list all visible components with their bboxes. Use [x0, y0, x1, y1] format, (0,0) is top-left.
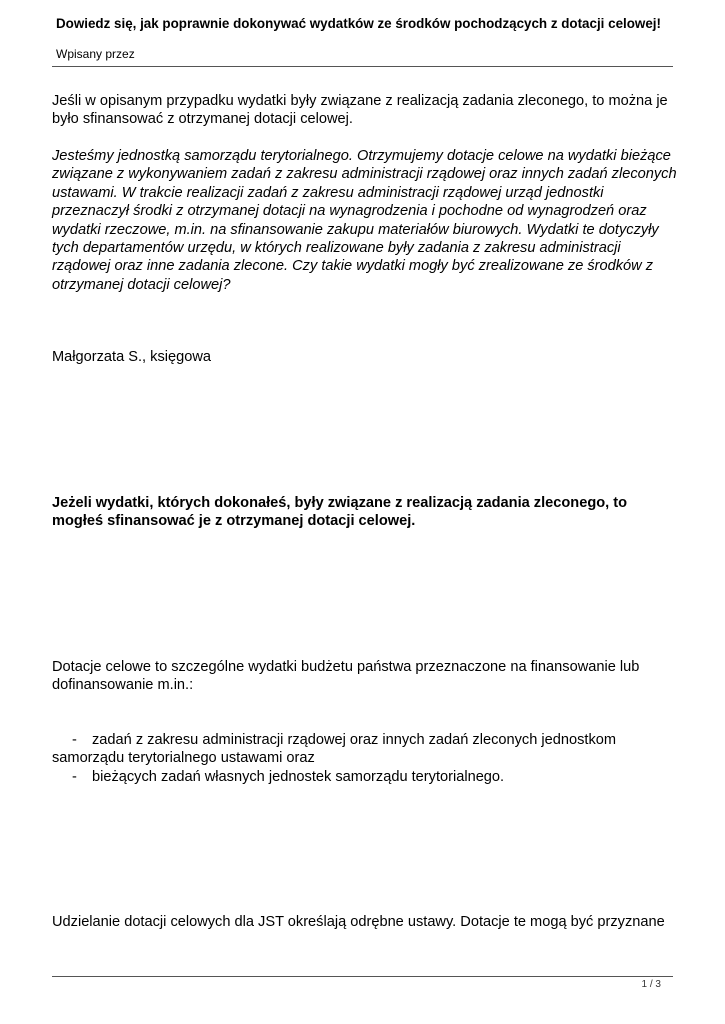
page-title: Dowiedz się, jak poprawnie dokonywać wydatków ze środków pochodzących z dotacji celowej!	[56, 16, 661, 31]
definition-paragraph: Dotacje celowe to szczególne wydatki budżetu państwa przeznaczone na finansowanie lub dofinansowanie m.in.:	[52, 659, 640, 694]
list-item	[52, 768, 678, 786]
question-paragraph: Jesteśmy jednostką samorządu terytorialnego. Otrzymujemy dotacje celowe na wydatki bieżące związane z wykonywaniem zadań z zakresu administracji rządowej oraz innych zadań zleconych ustawami. W trakcie realizacji zadań z zakresu administracji rządowej urząd jednostki przeznaczył środki z otrzymanej dotacji na wynagrodzenia i pochodne od wynagrodzeń oraz wydatki rzeczowe, m.in. na sfinansowanie zakupu materiałów biurowych. Wydatki te dotyczyły tych departamentów urzędu, w których realizowane były zadania z zakresu administracji rządowej oraz inne zadania zlecone. Czy takie wydatki mogły być zrealizowane ze środków z otrzymanej dotacji celowej?	[52, 148, 677, 293]
bullet-list	[52, 731, 678, 786]
answer-paragraph: Jeżeli wydatki, których dokonałeś, były związane z realizacją zadania zleconego, to mogłeś sfinansować je z otrzymanej dotacji celowej.	[52, 495, 628, 530]
signature-text: Małgorzata S., księgowa	[52, 349, 211, 365]
closing-paragraph: Udzielanie dotacji celowych dla JST określają odrębne ustawy. Dotacje te mogą być przyznane	[52, 914, 665, 930]
list-item	[52, 731, 678, 768]
list-bullet: -	[72, 732, 77, 748]
header-divider	[52, 66, 673, 67]
list-item-text: zadań z zakresu administracji rządowej oraz innych zadań zleconych jednostkom samorządu terytorialnego ustawami oraz	[52, 732, 617, 767]
intro-paragraph: Jeśli w opisanym przypadku wydatki były związane z realizacją zadania zleconego, to można je było sfinansować z otrzymanej dotacji celowej.	[52, 93, 668, 128]
page-number: 1 / 3	[641, 979, 661, 990]
list-item-text: bieżących zadań własnych jednostek samorządu terytorialnego.	[92, 768, 505, 785]
footer-divider	[52, 976, 673, 977]
author-label: Wpisany przez	[56, 47, 135, 61]
list-bullet: -	[72, 768, 77, 785]
